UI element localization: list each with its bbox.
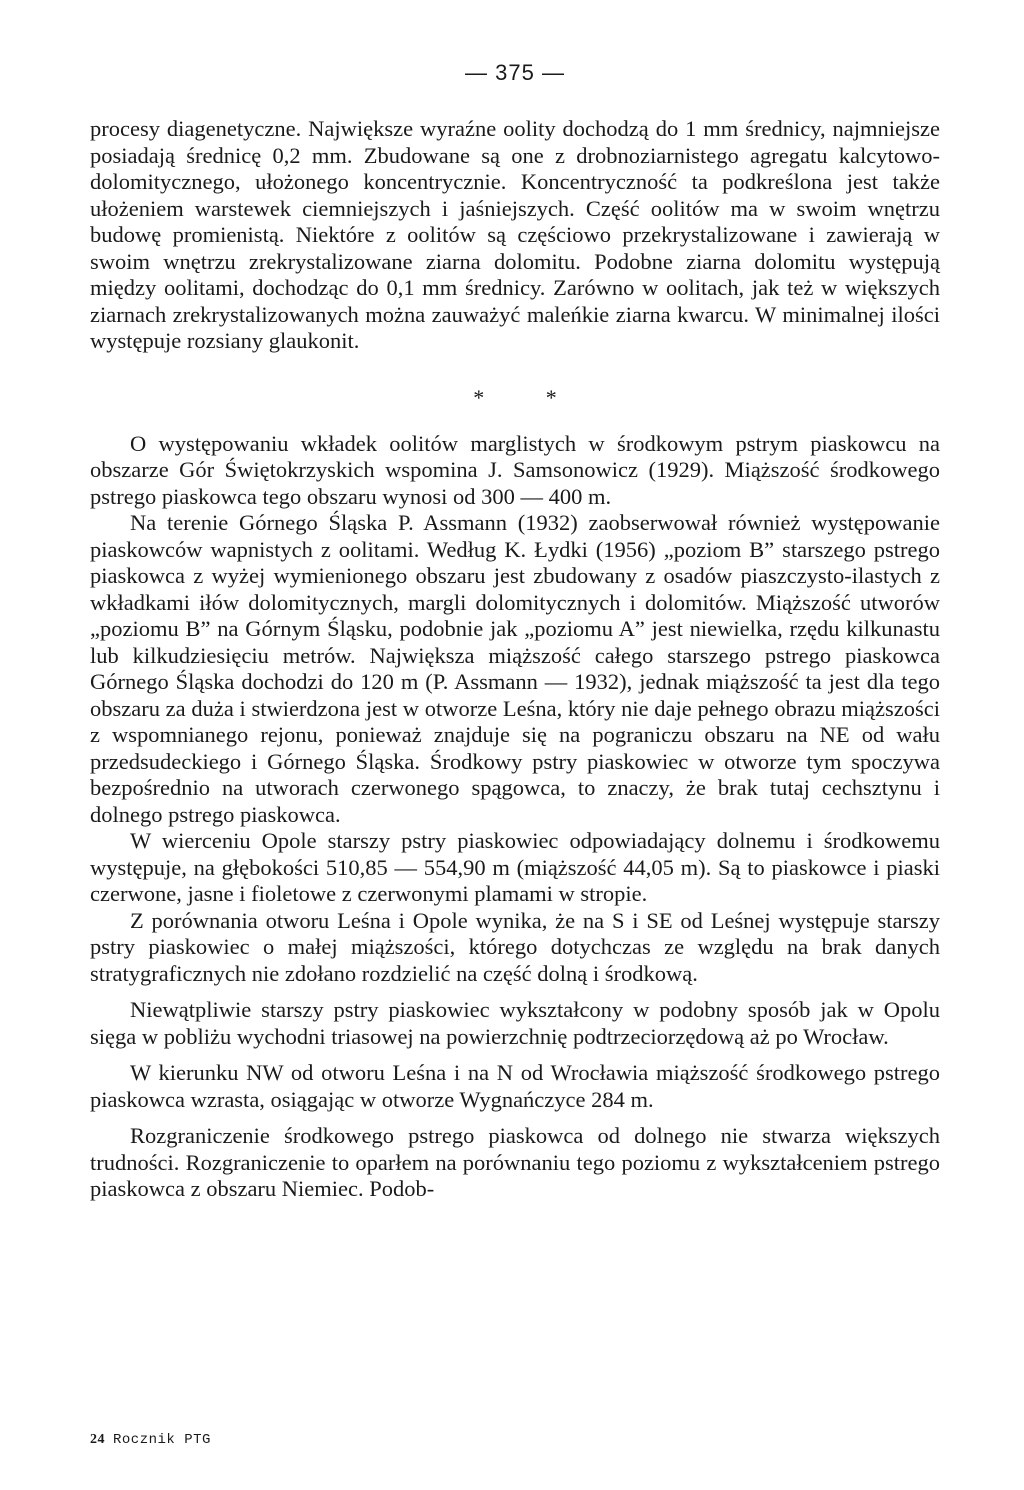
paragraph-lesna-opole-comparison: Z porównania otworu Leśna i Opole wynika, że na S i SE od Leśnej występuje starszy pstry piaskowiec o małej miąższości, którego dotychczas ze względu na brak danych stratygraficznych nie zdołano rozdzielić na część dolną i środkową. xyxy=(90,907,940,986)
paragraph-oolites-description: procesy diagenetyczne. Największe wyraźne oolity dochodzą do 1 mm średnicy, najmniejsze posiadają średnicę 0,2 mm. Zbudowane są one z drobnoziarnistego agregatu kalcytowo-dolomitycznego, ułożonego koncentrycznie. Koncentryczność ta podkreślona jest także ułożeniem warstewek ciemniejszych i jaśniejszych. Część oolitów ma w swoim wnętrzu budowę promienistą. Niektóre z oolitów są częściowo przekrystalizowane i zawierają w swoim wnętrzu zrekrystalizowane ziarna dolomitu. Podobne ziarna dolomitu występują między oolitami, dochodząc do 0,1 mm średnicy. Zarówno w oolitach, jak też w większych ziarnach zrekrystalizowanych można zauważyć maleńkie ziarna kwarcu. W minimalnej ilości występuje rozsiany glaukonit. xyxy=(90,116,940,353)
page-number: — 375 — xyxy=(465,60,565,85)
paragraph-wroclaw: Niewątpliwie starszy pstry piaskowiec wykształcony w podobny sposób jak w Opolu sięga w pobliżu wychodni triasowej na powierzchnię podtrzeciorzędową aż po Wrocław. xyxy=(90,997,940,1049)
paragraph-wygnanczyce: W kierunku NW od otworu Leśna i na N od Wrocławia miąższość środkowego pstrego piaskowca wzrasta, osiągając w otworze Wygnańczyce 284 m. xyxy=(90,1060,940,1112)
paragraph-rozgraniczenie: Rozgraniczenie środkowego pstrego piaskowca od dolnego nie stwarza większych trudności. Rozgraniczenie to oparłem na porównaniu tego poziomu z wykształceniem pstrego piaskowca z obszaru Niemiec. Podob- xyxy=(90,1123,940,1201)
page-body xyxy=(90,60,940,1203)
page-footer xyxy=(90,1432,211,1448)
paragraph-opole: W wierceniu Opole starszy pstry piaskowiec odpowiadający dolnemu i środkowemu występuje, na głębokości 510,85 — 554,90 m (miąższość 44,05 m). Są to piaskowce i piaski czerwone, jasne i fioletowe z czerwonymi plamami w stropie. xyxy=(90,828,940,906)
paragraph-gorny-slask: Na terenie Górnego Śląska P. Assmann (1932) zaobserwował również występowanie piaskowców wapnistych z oolitami. Według K. Łydki (1956) „poziom B” starszego pstrego piaskowca z wyżej wymienionego obszaru jest zbudowany z osadów piaszczysto-ilastych z wkładkami iłów dolomitycznych, margli dolomitycznych i dolomitów. Miąższość utworów „poziomu B” na Górnym Śląsku, podobnie jak „poziomu A” jest niewielka, rzędu kilkunastu lub kilkudziesięciu metrów. Największa miąższość całego starszego pstrego piaskowca Górnego Śląska dochodzi do 120 m (P. Assmann — 1932), jednak miąższość ta jest dla tego obszaru za duża i stwierdzona jest w otworze Leśna, który nie daje pełnego obrazu miąższości z wspomnianego rejonu, ponieważ znajduje się na pograniczu obszaru na NE od wału przedsudeckiego i Górnego Śląska. Środkowy pstry piaskowiec w otworze tym spoczywa bezpośrednio na utworach czerwonego spągowca, to znaczy, że brak tutaj cechsztynu i dolnego pstrego piaskowca. xyxy=(90,510,940,827)
paragraph-swietokrzyskie: O występowaniu wkładek oolitów marglistych w środkowym pstrym piaskowcu na obszarze Gór Świętokrzyskich wspomina J. Samsonowicz (1929). Miąższość środkowego pstrego piaskowca tego obszaru wynosi od 300 — 400 m. xyxy=(90,430,940,509)
section-separator: * * xyxy=(473,384,585,410)
sheet-number: 24 xyxy=(90,1432,105,1447)
journal-name: Rocznik PTG xyxy=(113,1432,211,1448)
